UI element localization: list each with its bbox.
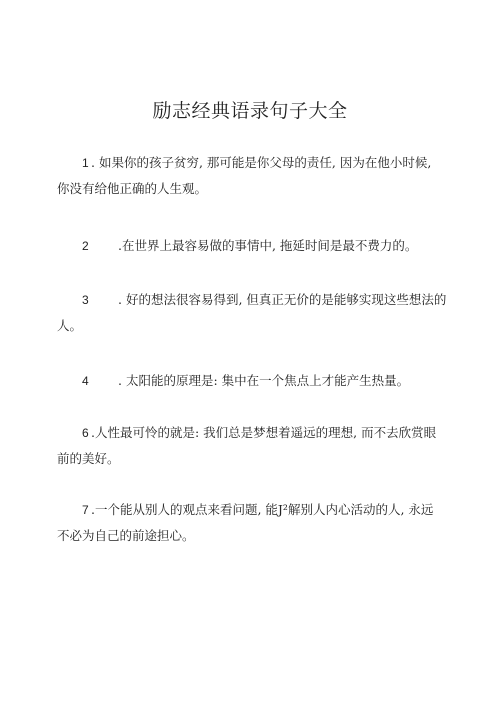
quote-number: 6: [82, 426, 89, 440]
quote-number: 3: [82, 293, 89, 307]
quote-text: .在世界上最容易做的事情中, 拖延时间是最不费力的。: [118, 238, 418, 253]
quote-item-5: [57, 420, 447, 472]
quote-item-2: [57, 233, 447, 259]
quote-item-3: [57, 287, 447, 339]
quote-line-1: [57, 150, 447, 176]
quote-line-2: 不必为自己的前途担心。: [57, 528, 195, 543]
quote-item-4: [57, 368, 447, 394]
quote-text: .一个能从别人的观点来看问题, 能J²解别人内心活动的人, 永远: [91, 502, 434, 517]
quote-line-1: [57, 233, 447, 259]
quote-text: .人性最可怜的就是: 我们总是梦想着遥远的理想, 而不去欣赏眼: [91, 425, 437, 440]
quote-item-6: [57, 497, 447, 549]
quote-line-2: 你没有给他正确的人生观。: [57, 181, 208, 196]
quote-line-1: [57, 497, 447, 523]
quote-line-1: [57, 368, 447, 394]
quote-text: . 好的想法很容易得到, 但真正无价的是能够实现这些想法的: [118, 292, 447, 307]
quote-number: 7: [82, 503, 89, 517]
quote-line-1: [57, 420, 447, 446]
quote-line-2: 前的美好。: [57, 451, 120, 466]
quote-text: . 太阳能的原理是: 集中在一个焦点上才能产生热量。: [118, 373, 410, 388]
page-title: 励志经典语录句子大全: [152, 100, 348, 122]
quote-number: 2: [82, 239, 89, 253]
quote-line-2: 人。: [57, 318, 83, 333]
quote-text: . 如果你的孩子贫穷, 那可能是你父母的责任, 因为在他小时候,: [91, 155, 432, 170]
quote-number: 1: [82, 156, 89, 170]
quote-number: 4: [82, 374, 89, 388]
quote-item-1: [57, 150, 447, 202]
quote-line-1: [57, 287, 447, 313]
